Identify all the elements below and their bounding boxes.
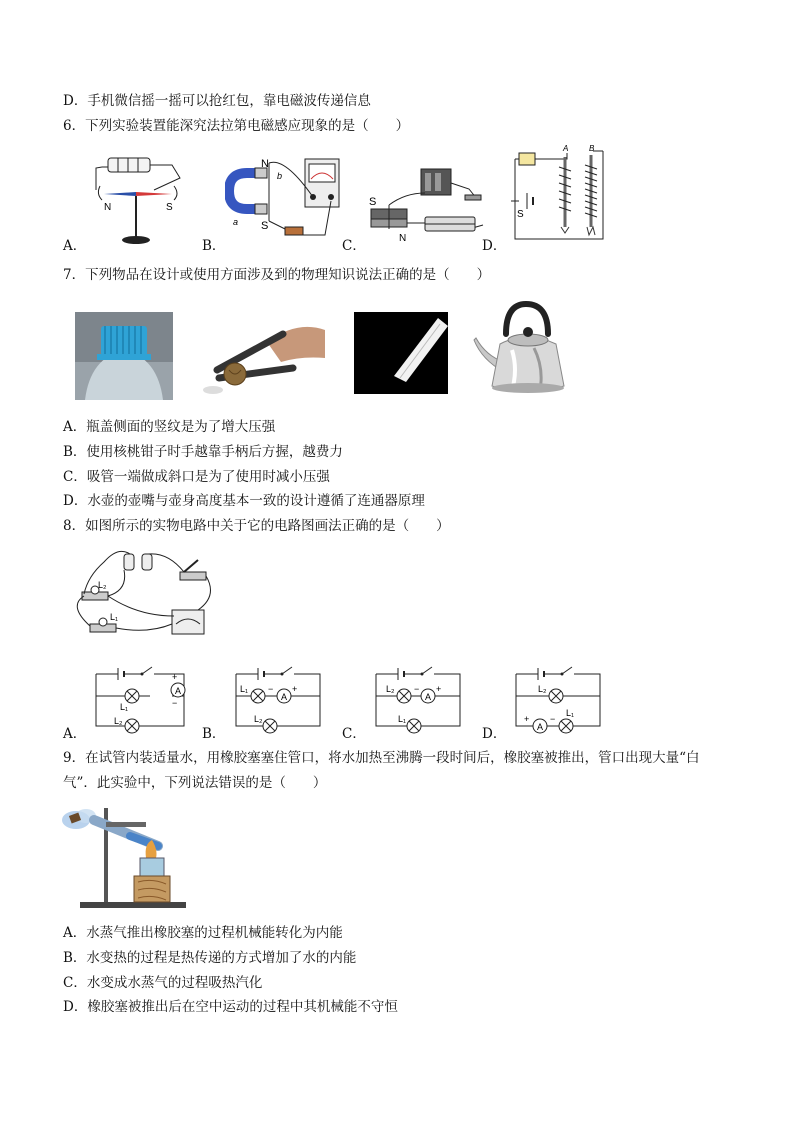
q6-stem: 6．下列实验装置能深究法拉第电磁感应现象的是（ ） xyxy=(63,118,410,134)
q9-test-tube-apparatus xyxy=(60,798,186,912)
q8a-l1: L₁ xyxy=(120,702,129,712)
q8-label-b: B． xyxy=(202,726,226,742)
q5-option-d: D．手机微信摇一摇可以抢红包，靠电磁波传递信息 xyxy=(63,93,371,109)
q8-diagram-d xyxy=(510,664,610,738)
q8b-minus: − xyxy=(268,684,274,694)
q6-figure-a xyxy=(90,150,190,248)
q8b-plus: + xyxy=(292,684,298,694)
q8-diagram-a xyxy=(90,664,190,738)
q6a-s: S xyxy=(166,202,173,213)
q8c-l2: L₂ xyxy=(386,684,395,694)
q6d-a: A xyxy=(563,144,569,153)
q7-kettle-photo xyxy=(472,300,578,398)
q8c-l1: L₁ xyxy=(398,714,407,724)
q8-diagram-b xyxy=(230,664,330,738)
q8d-l1: L₁ xyxy=(566,708,575,718)
q8a-meter: A xyxy=(175,686,182,696)
q6-label-b: B． xyxy=(202,238,226,254)
q6b-a: a xyxy=(233,217,239,227)
q8-label-d: D． xyxy=(482,726,507,742)
q8b-l2: L₂ xyxy=(254,714,263,724)
q7-option-a: A．瓶盖侧面的竖纹是为了增大压强 xyxy=(63,419,276,435)
q8a-plus: + xyxy=(172,672,178,682)
q8c-meter: A xyxy=(425,692,432,702)
q6c-s: S xyxy=(369,196,377,208)
q7-straw-photo xyxy=(354,312,448,394)
q7-stem: 7．下列物品在设计或使用方面涉及到的物理知识说法正确的是（ ） xyxy=(63,267,491,283)
q8b-meter: A xyxy=(281,692,288,702)
q7-nutcracker-photo xyxy=(197,312,329,402)
q8c-minus: − xyxy=(414,684,420,694)
q8d-minus: − xyxy=(550,714,556,724)
q6b-s: S xyxy=(261,220,269,232)
q6-label-c: C． xyxy=(342,238,366,254)
q8a-l2: L₂ xyxy=(114,716,123,726)
q6b-n: N xyxy=(261,158,269,170)
q6d-s: S xyxy=(517,209,524,220)
q9-stem-line1: 9．在试管内装适量水，用橡胶塞塞住管口，将水加热至沸腾一段时间后，橡胶塞被推出，管口出现大量“白 xyxy=(63,750,700,766)
q6a-n: N xyxy=(104,202,112,213)
q6b-b: b xyxy=(277,171,283,181)
q7-option-d: D．水壶的壶嘴与壶身高度基本一致的设计遵循了连通器原理 xyxy=(63,493,425,509)
q8-real-l1: L₁ xyxy=(110,612,119,622)
q9-option-c: C．水变成水蒸气的过程吸热汽化 xyxy=(63,975,263,991)
q6-figure-c xyxy=(365,163,493,245)
q6-figure-d xyxy=(505,143,617,245)
q8d-meter: A xyxy=(537,722,544,732)
q8c-plus: + xyxy=(436,684,442,694)
q8-label-c: C． xyxy=(342,726,366,742)
q6-figure-b xyxy=(225,155,345,245)
q8d-l2: L₂ xyxy=(538,684,547,694)
q7-option-b: B．使用核桃钳子时手越靠手柄后方握，越费力 xyxy=(63,444,343,460)
q6-label-a: A． xyxy=(63,238,87,254)
q9-option-a: A．水蒸气推出橡胶塞的过程机械能转化为内能 xyxy=(63,925,343,941)
q9-option-d: D．橡胶塞被推出后在空中运动的过程中其机械能不守恒 xyxy=(63,999,398,1015)
q9-option-b: B．水变热的过程是热传递的方式增加了水的内能 xyxy=(63,950,357,966)
q7-option-c: C．吸管一端做成斜口是为了使用时减小压强 xyxy=(63,469,330,485)
q8-diagram-c xyxy=(370,664,470,738)
q8-real-circuit xyxy=(68,546,220,641)
q8a-minus: − xyxy=(172,698,178,708)
q6-label-d: D． xyxy=(482,238,507,254)
q6c-n: N xyxy=(399,233,407,244)
q6d-b: B xyxy=(589,144,595,153)
q9-stem-line2: 气”．此实验中，下列说法错误的是（ ） xyxy=(63,775,327,791)
q8-stem: 8．如图所示的实物电路中关于它的电路图画法正确的是（ ） xyxy=(63,518,450,534)
q8-real-l2: L₂ xyxy=(98,580,107,590)
q8b-l1: L₁ xyxy=(240,684,249,694)
q8d-plus: + xyxy=(524,714,530,724)
q7-bottle-cap-photo xyxy=(75,312,173,400)
q8-label-a: A． xyxy=(63,726,87,742)
